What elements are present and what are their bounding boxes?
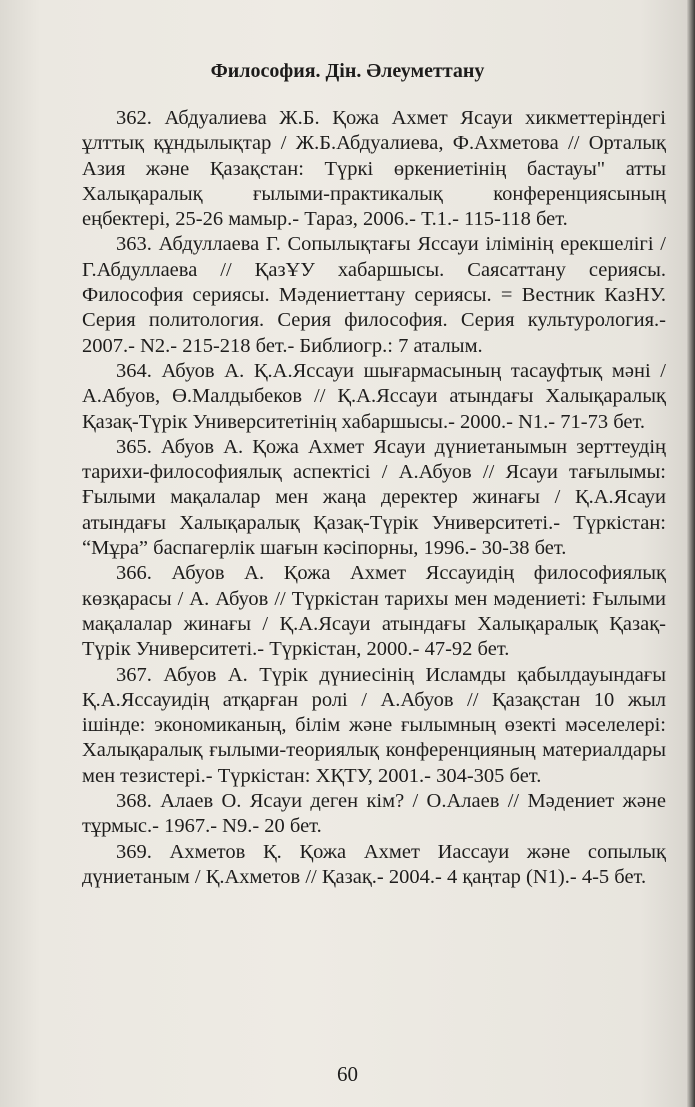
bibliography-entry-368: 368. Алаев О. Ясауи деген кім? / О.Алаев // Мәдениет және тұрмыс.- 1967.- N9.- 20 бет. [82,790,666,838]
page-header-title: Философия. Дін. Әлеуметтану [210,60,485,82]
bibliography-entry-364: 364. Абуов А. Қ.А.Яссауи шығармасының тасауфтық мәні / А.Абуов, Ө.Малдыбеков // Қ.А.Яссауи атындағы Халықаралық Қазақ-Түрік Университетінің хабаршысы.- 2000.- N1.- 71-73 бет. [82,359,666,433]
page-number: 60 [337,1062,358,1086]
bibliography-entry-365: 365. Абуов А. Қожа Ахмет Ясауи дүниетанымын зерттеудің тарихи-философиялық аспектісі / А.Абуов // Ясауи тағылымы: Ғылыми мақалалар мен жаңа деректер жинағы / Қ.А.Ясауи атындағы Халықаралық Қазақ-Түрік Университеті.- Түркістан: “Мұра” баспагерлік шағын кәсіпорны, 1996.- 30-38 бет. [82,435,666,560]
bibliography-list [82,106,666,890]
bibliography-entry-366: 366. Абуов А. Қожа Ахмет Яссауидің философиялық көзқарасы / А. Абуов // Түркістан тарихы мен мәдениеті: Ғылыми мақалалар жинағы / Қ.А.Ясауи атындағы Халықаралық Қазақ-Түрік Университеті.- Түркістан, 2000.- 47-92 бет. [82,562,666,661]
bibliography-entry-362: 362. Абдуалиева Ж.Б. Қожа Ахмет Ясауи хикметтеріндегі ұлттық құндылықтар / Ж.Б.Абдуалиева, Ф.Ахметова // Орталық Азия және Қазақстан: Түркі өркениетінің бастауы" атты Халықаралық ғылыми-практикалық конференциясының еңбектері, 25-26 мамыр.- Тараз, 2006.- Т.1.- 115-118 бет. [82,107,666,231]
bibliography-entry-369: 369. Ахметов Қ. Қожа Ахмет Иассауи және сопылық дүниетаным / Қ.Ахметов // Қазақ.- 2004.- 4 қаңтар (N1).- 4-5 бет. [82,840,666,888]
page-edge-shadow [687,0,695,1107]
bibliography-entry-363: 363. Абдуллаева Г. Сопылықтағы Яссауи ілімінің ерекшелігі / Г.Абдуллаева // ҚазҰУ хабаршысы. Саясаттану сериясы. Философия сериясы. Мәдениеттану сериясы. = Вестник КазНУ. Серия политология. Серия философия. Серия культурология.- 2007.- N2.- 215-218 бет.- Библиогр.: 7 аталым. [82,233,666,357]
bibliography-entry-367: 367. Абуов А. Түрік дүниесінің Исламды қабылдауындағы Қ.А.Яссауидің атқарған ролі / А.Абуов // Қазақстан 10 жыл ішінде: экономиканың, білім және ғылымның өзекті мәселелері: Халықаралық ғылыми-теориялық конференцияның материалдары мен тезистері.- Түркістан: ХҚТУ, 2001.- 304-305 бет. [82,663,666,787]
